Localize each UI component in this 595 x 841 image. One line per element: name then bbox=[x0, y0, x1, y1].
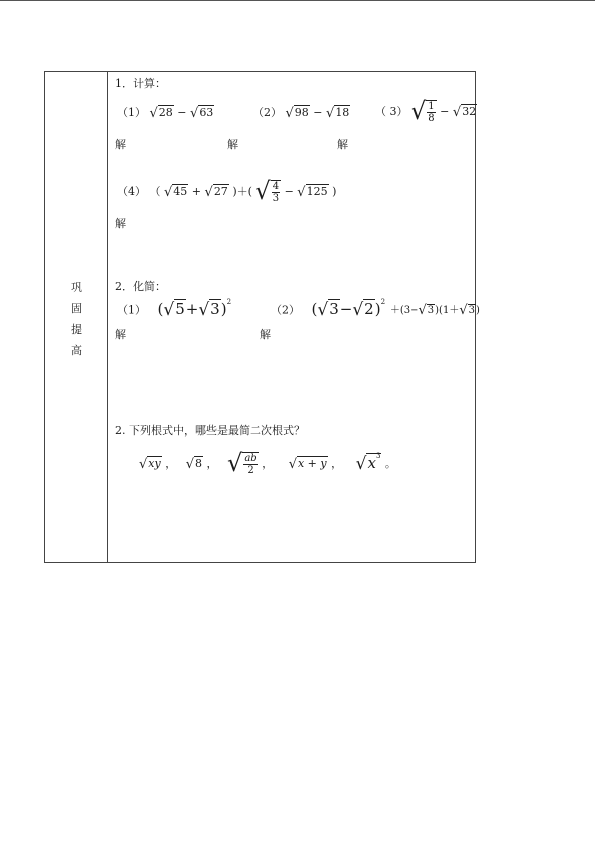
section2-title: 2．化简： bbox=[115, 280, 166, 293]
problem-label: （1） bbox=[117, 303, 146, 317]
operator: )＋( bbox=[232, 185, 252, 198]
separator: ， bbox=[165, 457, 177, 470]
expression: $(√5+√3)^2$ bbox=[157, 298, 232, 320]
side-label-char: 固 bbox=[71, 302, 82, 315]
sqrt-ab-over-2: √ $\frac{ab}{2}$ bbox=[227, 449, 257, 477]
problem-label: （2） bbox=[271, 303, 300, 317]
problem-1-1 bbox=[117, 106, 214, 120]
side-label-char: 巩 bbox=[71, 281, 82, 294]
sqrt-2: √2 bbox=[352, 300, 374, 320]
problem-label: （4） bbox=[117, 185, 146, 198]
operator: + bbox=[191, 185, 202, 198]
operator: − bbox=[177, 106, 187, 119]
side-label-column bbox=[45, 72, 108, 562]
side-label-char: 高 bbox=[71, 344, 82, 357]
solve-label: 解 bbox=[227, 138, 238, 151]
section1-title: 1．计算： bbox=[115, 77, 166, 90]
sqrt-x-plus-y: √x + y bbox=[288, 457, 327, 472]
problem-1-4 bbox=[117, 177, 337, 205]
period: 。 bbox=[384, 457, 396, 470]
sqrt-98: √98 bbox=[285, 106, 309, 121]
solve-label: 解 bbox=[115, 328, 126, 341]
sqrt-125: √125 bbox=[297, 185, 328, 200]
radical-list bbox=[139, 449, 396, 477]
sqrt-32: √32 bbox=[452, 105, 477, 120]
paren: （ bbox=[149, 185, 161, 198]
expression: $(√3-√2)^2$ bbox=[311, 298, 386, 320]
sqrt-3: √3 bbox=[459, 303, 475, 318]
section3-title: 2. 下列根式中，哪些是最简二次根式？ bbox=[115, 424, 305, 437]
problem-2-2 bbox=[271, 298, 480, 320]
paren: ) bbox=[332, 185, 337, 198]
expression-tail: ＋(3−√3)(1＋√3) bbox=[389, 303, 480, 318]
separator: ， bbox=[206, 457, 218, 470]
separator: ， bbox=[262, 457, 274, 470]
sqrt-5: √5 bbox=[163, 300, 185, 320]
separator: ， bbox=[331, 457, 343, 470]
problem-2-1 bbox=[117, 298, 232, 320]
side-label-char: 提 bbox=[71, 323, 82, 336]
sqrt-3: √3 bbox=[317, 300, 339, 320]
sqrt-3: √3 bbox=[198, 300, 220, 320]
exercise-table bbox=[44, 71, 480, 563]
sqrt-8: √8 bbox=[185, 457, 203, 472]
sqrt-xy: √xy bbox=[139, 457, 161, 472]
sqrt-63: √63 bbox=[190, 106, 214, 121]
sqrt-45: √45 bbox=[164, 185, 188, 200]
sqrt-28: √28 bbox=[149, 106, 173, 121]
sqrt-27: √27 bbox=[204, 185, 228, 200]
header-rule bbox=[0, 0, 595, 1]
solve-label: 解 bbox=[115, 138, 126, 151]
solve-label: 解 bbox=[115, 217, 126, 230]
sqrt-x-cubed: $√x^3$ bbox=[355, 451, 381, 474]
sqrt-18: √18 bbox=[326, 106, 350, 121]
sqrt-four-thirds: √ $\frac{4}{3}$ bbox=[255, 177, 280, 205]
problem-label: （2） bbox=[253, 106, 282, 119]
side-label bbox=[45, 277, 108, 361]
operator: − bbox=[440, 105, 450, 118]
solve-label: 解 bbox=[337, 138, 348, 151]
operator: − bbox=[284, 185, 294, 198]
solve-label: 解 bbox=[260, 328, 271, 341]
problem-label: （1） bbox=[117, 106, 146, 119]
problem-1-2 bbox=[253, 106, 350, 120]
sqrt-3: √3 bbox=[418, 303, 435, 318]
sqrt-one-eighth: √ $\frac{1}{8}$ bbox=[411, 97, 435, 125]
operator: − bbox=[313, 106, 323, 119]
problem-label: （ 3） bbox=[375, 105, 408, 118]
problem-1-3 bbox=[375, 97, 477, 125]
